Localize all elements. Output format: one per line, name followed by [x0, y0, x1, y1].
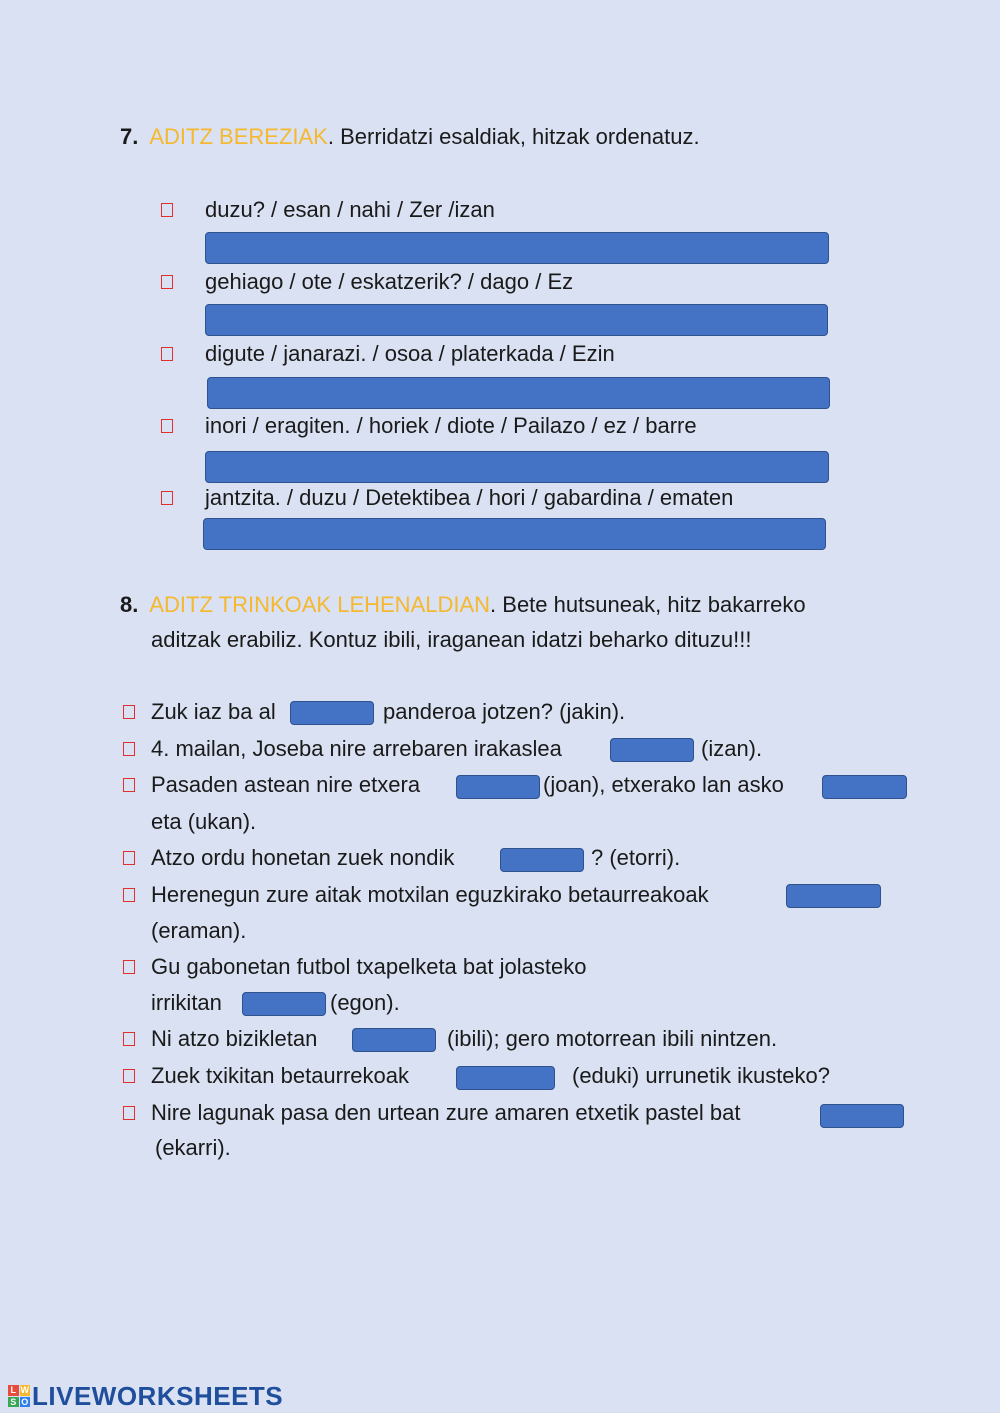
- exercise-text: ? (etorri).: [591, 845, 681, 870]
- checkbox-icon: [161, 275, 173, 289]
- answer-box[interactable]: [207, 377, 830, 409]
- exercise-text: (eduki) urrunetik ikusteko?: [572, 1063, 831, 1088]
- checkbox-icon: [161, 203, 173, 217]
- fill-blank[interactable]: [820, 1104, 904, 1128]
- scrambled-sentence: digute / janarazi. / osoa / platerkada / Ezin: [205, 341, 615, 366]
- exercise-text: panderoa jotzen? (jakin).: [383, 699, 626, 724]
- liveworksheets-logo: LIVEWORKSHEETS: [32, 1381, 284, 1411]
- logo-mark-letter: S: [8, 1397, 19, 1408]
- exercise-text: Pasaden astean nire etxera: [151, 772, 421, 797]
- exercise-text: eta (ukan).: [151, 809, 257, 834]
- section8-heading: [120, 590, 806, 620]
- scrambled-sentence: duzu? / esan / nahi / Zer /izan: [205, 197, 495, 222]
- answer-box[interactable]: [203, 518, 826, 550]
- exercise-text: Herenegun zure aitak motxilan eguzkirako betaurreakoak: [151, 882, 709, 907]
- fill-blank[interactable]: [456, 775, 540, 799]
- exercise-text: Gu gabonetan futbol txapelketa bat jolasteko: [151, 954, 587, 979]
- section8-title: ADITZ TRINKOAK LEHENALDIAN: [149, 592, 491, 617]
- logo-mark-letter: W: [20, 1385, 29, 1395]
- checkbox-icon: [123, 1032, 135, 1046]
- checkbox-icon: [123, 705, 135, 719]
- exercise-text: (ekarri).: [155, 1135, 231, 1160]
- checkbox-icon: [123, 1069, 135, 1083]
- fill-blank[interactable]: [822, 775, 907, 799]
- scrambled-sentence: inori / eragiten. / horiek / diote / Pailazo / ez / barre: [205, 413, 697, 438]
- answer-box[interactable]: [205, 451, 829, 483]
- section7-title: ADITZ BEREZIAK: [149, 124, 328, 149]
- checkbox-icon: [161, 491, 173, 505]
- fill-blank[interactable]: [786, 884, 881, 908]
- section8-number: 8.: [120, 592, 139, 617]
- exercise-text: Zuek txikitan betaurrekoak: [151, 1063, 410, 1088]
- scrambled-sentence: jantzita. / duzu / Detektibea / hori / gabardina / ematen: [205, 485, 734, 510]
- checkbox-icon: [123, 851, 135, 865]
- exercise-text: (ibili); gero motorrean ibili nintzen.: [447, 1026, 778, 1051]
- logo-mark-letter: L: [8, 1385, 19, 1396]
- checkbox-icon: [123, 742, 135, 756]
- checkbox-icon: [123, 888, 135, 902]
- fill-blank[interactable]: [500, 848, 584, 872]
- section8-instruction-cont: aditzak erabiliz. Kontuz ibili, iraganean idatzi beharko dituzu!!!: [151, 627, 752, 652]
- checkbox-icon: [161, 419, 173, 433]
- liveworksheets-logo-icon: [8, 1385, 30, 1407]
- checkbox-icon: [123, 778, 135, 792]
- exercise-text: (egon).: [330, 990, 400, 1015]
- exercise-text: Ni atzo bizikletan: [151, 1026, 318, 1051]
- scrambled-sentence: gehiago / ote / eskatzerik? / dago / Ez: [205, 269, 574, 294]
- exercise-text: irrikitan: [151, 990, 222, 1015]
- checkbox-icon: [161, 347, 173, 361]
- exercise-text: (izan).: [701, 736, 763, 761]
- exercise-text: (eraman).: [151, 918, 247, 943]
- exercise-text: Atzo ordu honetan zuek nondik: [151, 845, 455, 870]
- exercise-text: (joan), etxerako lan asko: [543, 772, 784, 797]
- fill-blank[interactable]: [610, 738, 694, 762]
- checkbox-icon: [123, 960, 135, 974]
- exercise-text: Nire lagunak pasa den urtean zure amaren etxetik pastel bat: [151, 1100, 741, 1125]
- exercise-text: Zuk iaz ba al: [151, 699, 276, 724]
- answer-box[interactable]: [205, 232, 829, 264]
- section8-instruction: . Bete hutsuneak, hitz bakarreko: [490, 592, 806, 617]
- fill-blank[interactable]: [456, 1066, 555, 1090]
- section7-instruction: . Berridatzi esaldiak, hitzak ordenatuz.: [327, 124, 700, 149]
- fill-blank[interactable]: [290, 701, 374, 725]
- checkbox-icon: [123, 1106, 135, 1120]
- section7-heading: [120, 122, 700, 152]
- answer-box[interactable]: [205, 304, 828, 336]
- logo-mark-letter: O: [21, 1396, 29, 1407]
- fill-blank[interactable]: [242, 992, 326, 1016]
- exercise-text: 4. mailan, Joseba nire arrebaren irakaslea: [151, 736, 562, 761]
- fill-blank[interactable]: [352, 1028, 436, 1052]
- section7-number: 7.: [120, 124, 139, 149]
